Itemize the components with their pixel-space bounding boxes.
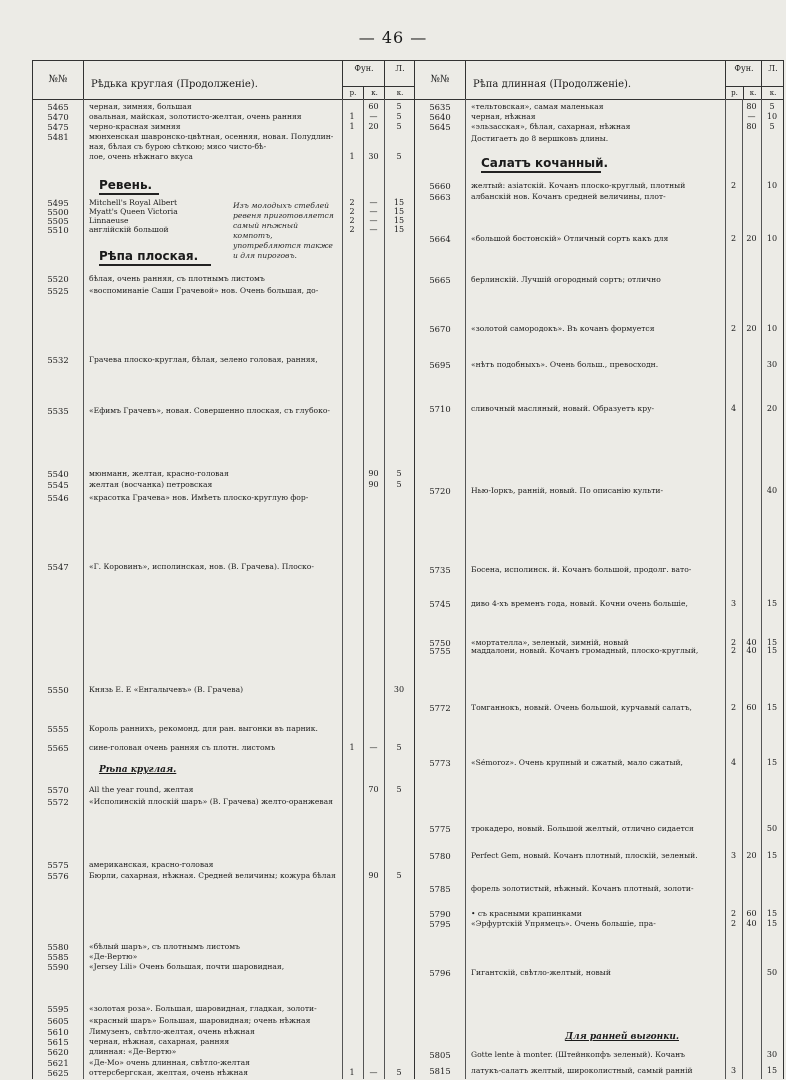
item-description: «золотая роза». Большая, шаровидная, гладкая, золоти- <box>89 1004 317 1013</box>
price-lot: 10 <box>766 181 778 190</box>
section-heading: Рѣпа плоская. <box>99 249 199 263</box>
item-description: Томганнокъ, новый. Очень большой, курчавый салатъ, <box>471 703 692 712</box>
price-kopecks: 90 <box>368 871 379 880</box>
item-description: черная, нѣжная, сахарная, ранняя <box>89 1037 230 1046</box>
right-header <box>415 61 783 100</box>
item-number: 5610 <box>47 1027 69 1037</box>
item-number: 5570 <box>47 785 69 795</box>
item-description: маддалони, новый. Кочанъ громадный, плоско-круглый, <box>471 646 699 655</box>
price-pound-header: Фун. р. к. <box>342 61 385 99</box>
price-pound-header: Фун. р. к. <box>725 61 762 99</box>
price-lot: 10 <box>766 324 778 333</box>
item-description: Perfect Gem, новый. Кочанъ плотный, плоскій, зеленый. <box>471 851 698 860</box>
item-number: 5576 <box>47 871 69 881</box>
item-description: Myatt's Queen Victoria <box>89 207 178 216</box>
price-lot: 5 <box>396 871 402 880</box>
price-rubles: 2 <box>730 909 737 918</box>
item-number: 5547 <box>47 562 69 572</box>
item-description: албанскій нов. Кочанъ средней величины, плот- <box>471 192 666 201</box>
item-description: «воспоминаніе Саши Грачевой» нов. Очень большая, до- <box>89 286 319 295</box>
item-number: 5625 <box>47 1068 69 1078</box>
section-underline <box>481 171 601 173</box>
price-lot: 5 <box>769 122 775 131</box>
item-number: 5585 <box>47 952 69 962</box>
price-lot: 20 <box>766 404 778 413</box>
item-description: «Де-Вертю» <box>89 952 138 961</box>
table-frame <box>32 60 784 1079</box>
price-lot: 5 <box>396 122 402 131</box>
item-number: 5520 <box>47 274 69 284</box>
item-number: 5470 <box>47 112 69 122</box>
page-number: — 46 — <box>358 28 428 47</box>
price-rubles: 2 <box>730 181 737 190</box>
item-description: Gotte lente à monter. (Штейнкопфъ зеленый). Кочанъ <box>471 1050 686 1059</box>
price-lot: 15 <box>393 216 405 225</box>
price-kopecks: — <box>369 112 378 121</box>
section-heading: Рѣпа круглая. <box>99 765 177 775</box>
item-description: желтый: азіатскій. Кочанъ плоско-круглый, плотный <box>471 181 686 190</box>
price-kopecks: — <box>369 1068 378 1077</box>
price-lot: 5 <box>396 469 402 478</box>
item-description: американская, красно-головая <box>89 860 214 869</box>
item-number: 5660 <box>429 181 451 191</box>
item-number: 5540 <box>47 469 69 479</box>
price-lot: 15 <box>766 1066 778 1075</box>
item-description: «мортателла», зеленый, зимній, новый <box>471 638 629 647</box>
price-lot-header: Л. к. <box>761 61 784 99</box>
number-column-header: №№ <box>33 61 84 99</box>
price-rubles: 3 <box>730 851 737 860</box>
price-kopecks: 20 <box>746 234 757 243</box>
item-description: лое, очень нѣжнаго вкуса <box>89 152 193 161</box>
item-number: 5635 <box>429 102 451 112</box>
price-kopecks: 80 <box>746 122 757 131</box>
price-kopecks: — <box>369 207 378 216</box>
item-description: All the year round, желтая <box>89 785 194 794</box>
item-number: 5780 <box>429 851 451 861</box>
item-number: 5790 <box>429 909 451 919</box>
item-description: Mitchell's Royal Albert <box>89 198 178 207</box>
price-kopecks: 90 <box>368 469 379 478</box>
item-description: диво 4-хъ временъ года, новый. Кочни очень большіе, <box>471 599 688 608</box>
item-number: 5755 <box>429 646 451 656</box>
item-description: «Sémoroz». Очень крупный и сжатый, мало сжатый, <box>471 758 683 767</box>
item-number: 5645 <box>429 122 451 132</box>
price-rubles: 2 <box>730 234 737 243</box>
price-lot: 10 <box>766 112 778 121</box>
price-rubles: 3 <box>730 599 737 608</box>
price-lot: 50 <box>766 968 778 977</box>
price-lot: 15 <box>766 646 778 655</box>
item-description: желтая (восчанка) петровская <box>89 480 213 489</box>
item-description: «красотка Грачева» нов. Имѣеть плоско-круглую фор- <box>89 493 309 502</box>
item-description: Князь Е. Е «Енгалычевъ» (В. Грачева) <box>89 685 244 694</box>
price-rubles: 1 <box>349 1068 355 1077</box>
item-description: Грачева плоско-круглая, бѣлая, зелено головая, ранняя, <box>89 355 318 364</box>
price-rubles: 2 <box>730 324 737 333</box>
price-kopecks: 90 <box>368 480 379 489</box>
price-lot-header: Л. к. <box>384 61 415 99</box>
item-description: форель золотистый, нѣжный. Кочанъ плотный, золоти- <box>471 884 694 893</box>
item-number: 5605 <box>47 1016 69 1026</box>
item-number: 5545 <box>47 480 69 490</box>
price-lot: 30 <box>766 1050 778 1059</box>
item-description: Гигантскій, свѣтло-желтый, новый <box>471 968 611 977</box>
item-description: «нѣтъ подобныхъ». Очень больш., превосходн. <box>471 360 659 369</box>
note-text: Изъ молодыхъ стеблей ревеня приготовляется самый нѣжный компотъ, употребляются также и для пироговъ. <box>233 201 334 260</box>
price-rubles: 4 <box>730 404 737 413</box>
item-number: 5525 <box>47 286 69 296</box>
price-lot: 15 <box>766 851 778 860</box>
item-number: 5550 <box>47 685 69 695</box>
item-description: трокадеро, новый. Большой желтый, отлично сидается <box>471 824 694 833</box>
price-kopecks: 60 <box>746 703 757 712</box>
price-rubles: 2 <box>349 198 355 207</box>
item-number: 5590 <box>47 962 69 972</box>
price-lot: 15 <box>766 638 778 647</box>
price-rubles: 2 <box>349 225 355 234</box>
item-number: 5546 <box>47 493 69 503</box>
item-description: «золотой самородокъ». Въ кочанъ формуется <box>471 324 655 333</box>
item-description: «Ефимъ Грачевъ», новая. Совершенно плоская, съ глубоко- <box>89 406 330 415</box>
price-kopecks: — <box>369 216 378 225</box>
item-number: 5773 <box>429 758 451 768</box>
right-column <box>415 61 783 1079</box>
item-description: сливочный масляный, новый. Образуетъ кру- <box>471 404 655 413</box>
price-kopecks: — <box>747 112 756 121</box>
price-kopecks: 60 <box>368 102 379 111</box>
item-description: длинная: «Де-Вертю» <box>89 1047 177 1056</box>
item-number: 5815 <box>429 1066 451 1076</box>
price-kopecks: — <box>369 225 378 234</box>
item-number: 5785 <box>429 884 451 894</box>
item-number: 5595 <box>47 1004 69 1014</box>
item-description: «Jersey Lili» Очень большая, почти шаровидная, <box>89 962 285 971</box>
price-kopecks: 40 <box>746 646 757 655</box>
item-description: «тельтовская», самая маленькая <box>471 102 604 111</box>
item-number: 5796 <box>429 968 451 978</box>
item-number: 5663 <box>429 192 451 202</box>
price-lot: 5 <box>396 1068 402 1077</box>
item-description: Лимузенъ, свѣтло-желтая, очень нѣжная <box>89 1027 255 1036</box>
item-description: берлинскій. Лучшій огородный сортъ; отлично <box>471 275 661 284</box>
price-lot: 15 <box>766 758 778 767</box>
left-header <box>33 61 414 100</box>
item-description: бѣлая, очень ранняя, съ плотнымъ листомъ <box>89 274 265 283</box>
item-number: 5621 <box>47 1058 69 1068</box>
item-description: мюнхенская шавронско-цвѣтная, осенняя, новая. Полудлин- <box>89 132 334 141</box>
price-lot: 15 <box>766 909 778 918</box>
section-underline <box>99 264 211 266</box>
price-lot: 15 <box>766 599 778 608</box>
item-number: 5505 <box>47 216 69 226</box>
item-description: «Де-Мо» очень длинная, свѣтло-желтая <box>89 1058 250 1067</box>
item-number: 5565 <box>47 743 69 753</box>
item-description: Бюрли, сахарная, нѣжная. Средней величины; кожура бѣлая <box>89 871 336 880</box>
item-description: латукъ-салатъ желтый, широколистный, самый ранній <box>471 1066 693 1075</box>
price-lot: 5 <box>769 102 775 111</box>
item-number: 5615 <box>47 1037 69 1047</box>
item-number: 5475 <box>47 122 69 132</box>
left-column <box>33 61 415 1079</box>
price-kopecks: 20 <box>368 122 379 131</box>
price-lot: 15 <box>393 198 405 207</box>
item-description: Король раннихъ, рекомонд. для ран. выгонки въ парник. <box>89 724 318 733</box>
item-description: «Исполинскій плоскій шаръ» (В. Грачева) желто-оранжевая <box>89 797 333 806</box>
price-lot: 5 <box>396 480 402 489</box>
item-number: 5535 <box>47 406 69 416</box>
item-description: «большой бостонскій» Отличный сортъ какъ для <box>471 234 669 243</box>
item-number: 5481 <box>47 132 69 142</box>
item-number: 5465 <box>47 102 69 112</box>
item-description: • съ красными крапинками <box>471 909 582 918</box>
item-description: Linnaeuse <box>89 216 129 225</box>
item-description: Нью-Іоркъ, ранній, новый. По описанію культи- <box>471 486 664 495</box>
item-number: 5500 <box>47 207 69 217</box>
price-rubles: 2 <box>730 703 737 712</box>
price-lot: 15 <box>393 225 405 234</box>
price-lot: 10 <box>766 234 778 243</box>
item-number: 5775 <box>429 824 451 834</box>
price-rubles: 4 <box>730 758 737 767</box>
item-description: «бѣлый шаръ», съ плотнымъ листомъ <box>89 942 240 951</box>
price-lot: 15 <box>393 207 405 216</box>
item-number: 5572 <box>47 797 69 807</box>
item-number: 5670 <box>429 324 451 334</box>
item-description: «эльзасская», бѣлая, сахарная, нѣжная <box>471 122 631 131</box>
price-kopecks: 20 <box>746 851 757 860</box>
item-number: 5640 <box>429 112 451 122</box>
item-description: «Г. Коровинъ», исполинская, нов. (В. Грачева). Плоско- <box>89 562 314 571</box>
item-number: 5720 <box>429 486 451 496</box>
price-rubles: 2 <box>730 919 737 928</box>
item-description: ная, бѣлая съ бурою сѣткою; мясо чисто-бѣ- <box>89 142 267 151</box>
item-number: 5750 <box>429 638 451 648</box>
price-rubles: 1 <box>349 743 355 752</box>
item-number: 5772 <box>429 703 451 713</box>
price-lot: 5 <box>396 102 402 111</box>
item-description: мюнманн, желтая, красно-головая <box>89 469 229 478</box>
item-description: Достигаетъ до 8 вершковъ длины. <box>471 134 609 143</box>
section-heading: Для ранней выгонки. <box>565 1032 679 1042</box>
price-lot: 30 <box>766 360 778 369</box>
price-kopecks: 20 <box>746 324 757 333</box>
price-rubles: 2 <box>349 216 355 225</box>
price-lot: 30 <box>393 685 405 694</box>
item-number: 5580 <box>47 942 69 952</box>
price-kopecks: — <box>369 198 378 207</box>
item-description: англійскій большой <box>89 225 169 234</box>
left-title: Рѣдька круглая (Продолженіе). <box>91 79 258 90</box>
price-rubles: 3 <box>730 1066 737 1075</box>
price-lot: 5 <box>396 112 402 121</box>
price-kopecks: 60 <box>746 909 757 918</box>
item-description: «красный шаръ» Большая, шаровидная; очень нѣжная <box>89 1016 311 1025</box>
right-title: Рѣпа длинная (Продолженіе). <box>473 79 632 90</box>
section-underline <box>99 193 159 195</box>
item-number: 5555 <box>47 724 69 734</box>
price-lot: 50 <box>766 824 778 833</box>
item-description: черная, зимняя, большая <box>89 102 192 111</box>
item-number: 5664 <box>429 234 451 244</box>
item-description: черно-красная зимняя <box>89 122 181 131</box>
price-lot: 15 <box>766 919 778 928</box>
price-rubles: 1 <box>349 122 355 131</box>
price-lot: 5 <box>396 152 402 161</box>
section-heading: Ревень. <box>99 178 153 192</box>
price-kopecks: 40 <box>746 638 757 647</box>
price-kopecks: 80 <box>746 102 757 111</box>
price-lot: 40 <box>766 486 778 495</box>
item-description: Босена, исполинск. й. Кочанъ большой, продолг. вато- <box>471 565 692 574</box>
item-number: 5710 <box>429 404 451 414</box>
item-description: «Эрфуртскій Упрямецъ». Очень большіе, пра- <box>471 919 656 928</box>
item-number: 5620 <box>47 1047 69 1057</box>
section-heading: Салатъ кочанный. <box>481 156 609 170</box>
item-number: 5795 <box>429 919 451 929</box>
price-kopecks: 70 <box>368 785 379 794</box>
price-rubles: 1 <box>349 112 355 121</box>
item-number: 5665 <box>429 275 451 285</box>
item-description: сине-головая очень ранняя съ плотн. листомъ <box>89 743 276 752</box>
price-kopecks: 40 <box>746 919 757 928</box>
price-lot: 5 <box>396 743 402 752</box>
price-rubles: 2 <box>349 207 355 216</box>
item-number: 5805 <box>429 1050 451 1060</box>
item-number: 5575 <box>47 860 69 870</box>
item-description: овальная, майская, золотисто-желтая, очень ранняя <box>89 112 302 121</box>
item-number: 5495 <box>47 198 69 208</box>
item-number: 5745 <box>429 599 451 609</box>
item-number: 5695 <box>429 360 451 370</box>
price-lot: 5 <box>396 785 402 794</box>
item-number: 5735 <box>429 565 451 575</box>
item-description: черная, нѣжная <box>471 112 536 121</box>
price-rubles: 1 <box>349 152 355 161</box>
price-kopecks: 30 <box>368 152 379 161</box>
price-lot: 15 <box>766 703 778 712</box>
price-kopecks: — <box>369 743 378 752</box>
item-description: оттерсбергская, желтая, очень нѣжная <box>89 1068 248 1077</box>
price-rubles: 2 <box>730 638 737 647</box>
item-number: 5510 <box>47 225 69 235</box>
item-number: 5532 <box>47 355 69 365</box>
number-column-header: №№ <box>415 61 466 99</box>
price-rubles: 2 <box>730 646 737 655</box>
